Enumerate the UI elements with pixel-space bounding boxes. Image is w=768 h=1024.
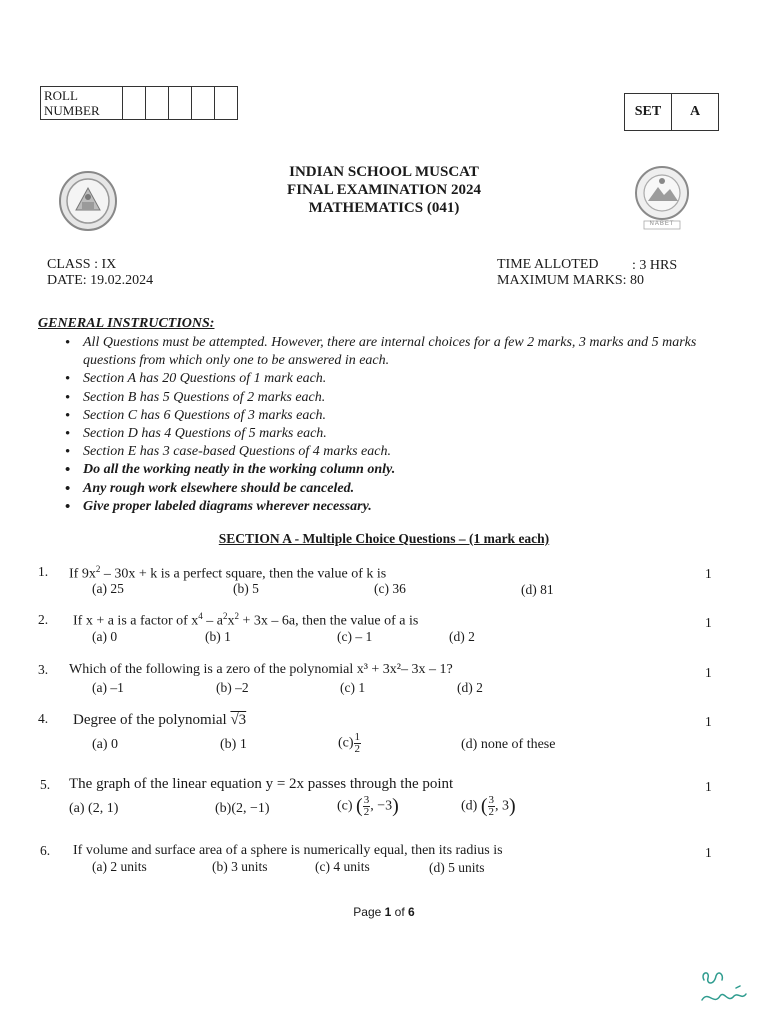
option-a: (a) 25: [92, 581, 124, 596]
question-marks: 1: [705, 714, 712, 729]
option-a: (a) 0: [92, 629, 118, 644]
question-marks: 1: [705, 615, 712, 630]
question-number: 6.: [40, 843, 51, 858]
question-text: If volume and surface area of a sphere is numerically equal, then its radius is: [73, 843, 503, 858]
instruction-item: • Any rough work elsewhere should be canceled.: [57, 480, 727, 498]
page-indicator: Page 1 of 6: [353, 905, 415, 919]
question-text: The graph of the linear equation y = 2x passes through the point: [69, 776, 454, 792]
option-b: (b) 1: [220, 737, 247, 752]
roll-number-cell[interactable]: [123, 87, 146, 120]
set-label: SET: [625, 94, 672, 131]
option-d: (d) 5 units: [429, 860, 485, 875]
option-c: (c) 4 units: [315, 859, 370, 874]
question-number: 2.: [38, 612, 49, 627]
section-a-title: SECTION A - Multiple Choice Questions – (1 mark each): [218, 531, 550, 546]
time-value: : 3 HRS: [632, 258, 678, 273]
roll-number-box: [40, 86, 238, 120]
date-info: DATE: 19.02.2024: [47, 273, 154, 288]
question-text: Which of the following is a zero of the polynomial x³ + 3x²– 3x – 1?: [69, 662, 453, 677]
option-a: (a) 0: [92, 737, 119, 752]
question-marks: 1: [705, 566, 712, 581]
roll-number-cell[interactable]: [146, 87, 169, 120]
set-value: A: [672, 94, 719, 131]
class-info: CLASS : IX: [47, 257, 117, 272]
option-d: (d) 81: [521, 582, 554, 597]
question-text: If $9x^2 - 30x + k$ is a perfect square, then the value of k is: [69, 564, 387, 582]
option-c: (c) 36: [374, 581, 406, 596]
option-d: (d) 2: [457, 680, 483, 695]
radical: √3: [230, 712, 247, 728]
question-marks: 1: [705, 779, 712, 794]
option-c: (c) – 1: [337, 629, 373, 644]
signature-icon: [694, 966, 750, 1014]
option-a: (a) –1: [92, 680, 124, 695]
option-a: (a) (2, 1): [69, 801, 119, 816]
option-b: (b)(2, −1): [215, 801, 270, 816]
option-b: (b) 5: [233, 581, 259, 596]
roll-number-label: ROLL NUMBER: [41, 87, 123, 120]
set-box: [624, 93, 719, 131]
option-d: (d) none of these: [461, 737, 556, 752]
instruction-item: • Section E has 3 case-based Questions of 4 marks each.: [57, 443, 727, 461]
question-number: 4.: [38, 711, 49, 726]
option-b: (b) –2: [216, 680, 249, 695]
question-number: 1.: [38, 564, 49, 579]
instruction-item: • Section B has 5 Questions of 2 marks each.: [57, 389, 727, 407]
exam-title: FINAL EXAMINATION 2024: [287, 182, 481, 198]
subject-title: MATHEMATICS (041): [308, 200, 460, 216]
option-b: (b) 3 units: [212, 859, 268, 874]
time-label: TIME ALLOTED: [497, 257, 599, 272]
option-d: (d) ( $\frac{3}{2}$ , 3): [461, 794, 516, 818]
instruction-item: • Section D has 4 Questions of 5 marks each.: [57, 425, 727, 443]
question-text: If x + a is a factor of $x^4 - a^2x^2 + 3x - 6a$, then the value of a is: [73, 611, 419, 629]
max-marks: MAXIMUM MARKS: 80: [497, 273, 645, 288]
fraction: $\frac{3}{2}$: [363, 794, 370, 818]
question-number: 5.: [40, 777, 51, 792]
question-marks: 1: [705, 665, 712, 680]
instruction-item: • Section C has 6 Questions of 3 marks each.: [57, 407, 727, 425]
instructions-title: GENERAL INSTRUCTIONS:: [38, 316, 215, 331]
option-a: (a) 2 units: [92, 859, 147, 874]
school-name: INDIAN SCHOOL MUSCAT: [289, 164, 479, 180]
question-text: Degree of the polynomial √3: [73, 712, 247, 728]
question-number: 3.: [38, 662, 49, 677]
option-b: (b) 1: [205, 629, 231, 644]
instruction-item: • Give proper labeled diagrams wherever necessary.: [57, 498, 727, 516]
option-c: (c) $\frac{1}{2}$: [338, 731, 361, 755]
option-c: (c) 1: [340, 680, 366, 695]
instruction-item: • Section A has 20 Questions of 1 mark each.: [57, 370, 727, 388]
instruction-item: • Do all the working neatly in the working column only.: [57, 461, 727, 479]
fraction: $\frac{1}{2}$: [354, 731, 361, 755]
nabet-caption: NABET: [649, 221, 675, 227]
roll-number-cell[interactable]: [215, 87, 238, 120]
roll-number-cell[interactable]: [192, 87, 215, 120]
fraction: $\frac{3}{2}$: [488, 794, 494, 818]
instruction-item: • All Questions must be attempted. However, there are internal choices for a few 2 marks, 3 marks and 5 marks questions from which only one to be answered in each.: [57, 334, 727, 370]
roll-number-cell[interactable]: [169, 87, 192, 120]
instructions-list: [57, 334, 727, 516]
question-marks: 1: [705, 845, 712, 860]
option-c: (c) ( $\frac{3}{2}$ , −3): [337, 794, 399, 818]
option-d: (d) 2: [449, 629, 475, 644]
